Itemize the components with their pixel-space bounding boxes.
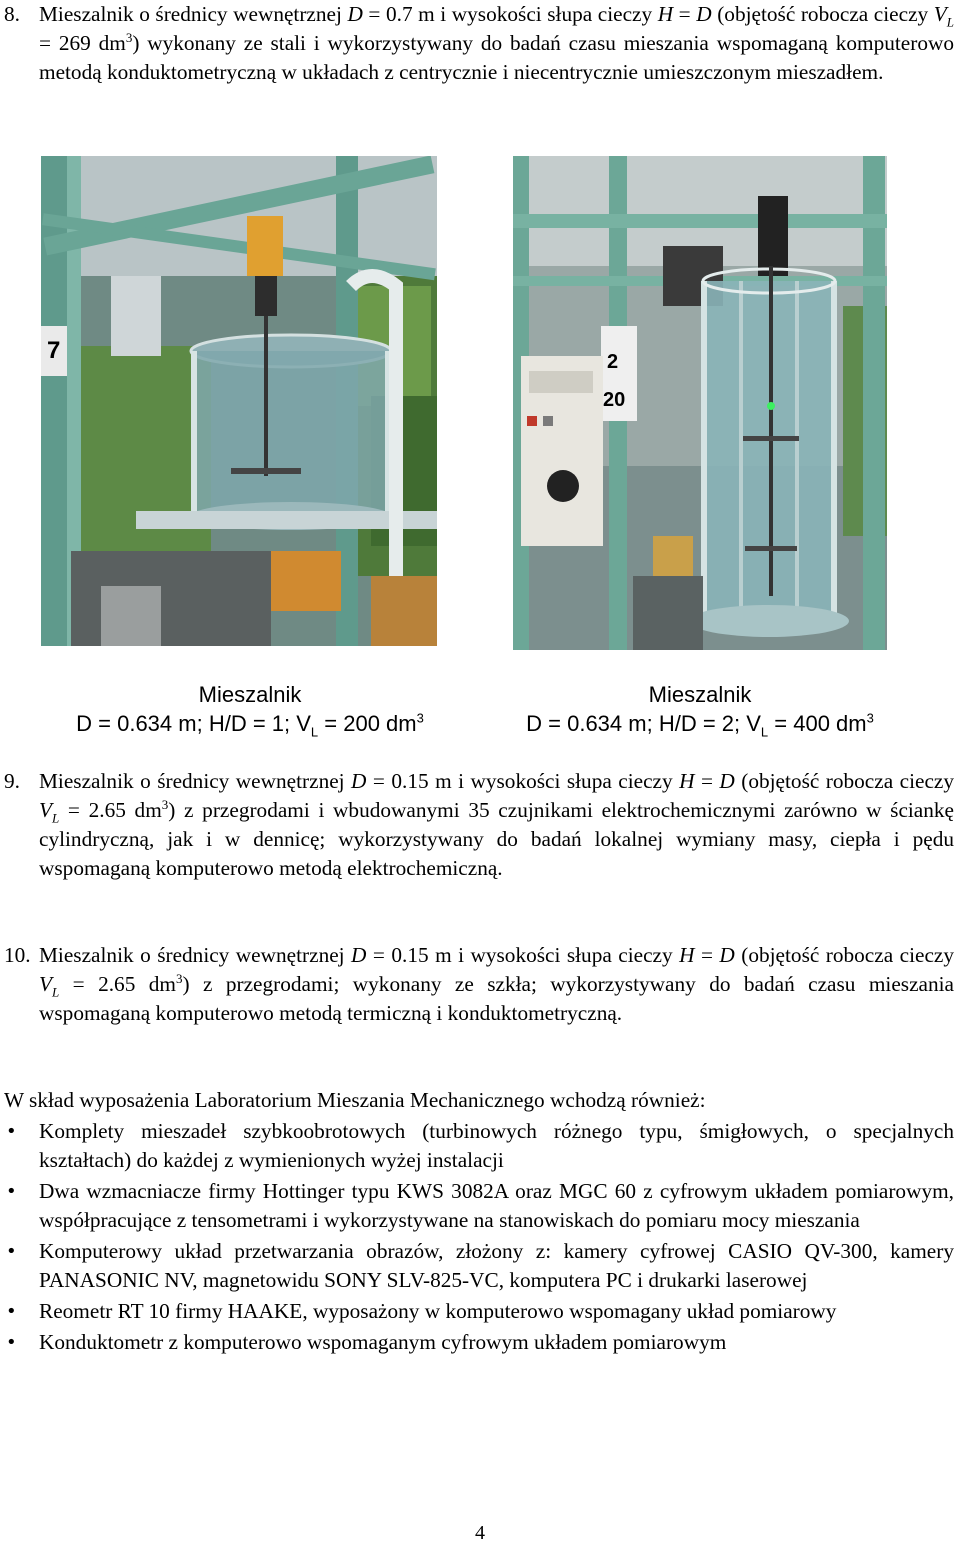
caption-left-title: Mieszalnik [198,682,302,707]
bullet-icon: • [6,1332,17,1353]
item-9 [4,767,954,883]
caption-left-spec: D = 0.634 m; H/D = 1; $V_L = 200$ $dm^3$ [76,710,424,740]
list-item: • Komplety mieszadeł szybkoobrotowych (turbinowych różnego typu, śmigłowych, o specjalnych kształtach) do każdej z wymienionych wyżej instalacji [6,1119,954,1172]
item-10-number: 10. [4,943,31,967]
equipment-list [4,1117,954,1359]
caption-right-spec: D = 0.634 m; H/D = 2; $V_L = 400$ $dm^3$ [526,710,874,740]
bullet-icon: • [6,1301,17,1322]
caption-right-title: Mieszalnik [648,682,752,707]
page-number: 4 [475,1522,485,1544]
caption-left [30,680,470,738]
caption-right [480,680,920,738]
item-8-text: Mieszalnik o średnicy wewnętrznej D = 0.7 m i wysokości słupa cieczy H = D (objętość robocza cieczy $V_L = 269$ $dm^3$) wykonany ze stali i wykorzystywany do badań czasu mieszania wspomaganą komputerowo metodą konduktometryczną w układach z centrycznie i niecentrycznie umieszczonym mieszadłem. [39,2,954,84]
sign-label-7: 7 [47,337,61,364]
item-8 [4,0,954,87]
list-item: • Reometr RT 10 firmy HAAKE, wyposażony w komputerowo wspomagany układ pomiarowy [4,1297,954,1326]
list-item: • Komputerowy układ przetwarzania obrazów, złożony z: kamery cyfrowej CASIO QV-300, kamery PANASONIC NV, magnetowidu SONY SLV-825-VC, komputera PC i drukarki laserowej [6,1239,954,1292]
item-9-text: Mieszalnik o średnicy wewnętrznej D = 0.15 m i wysokości słupa cieczy H = D (objętość robocza cieczy $V_L = 2.65$ $dm^3$) z przegrodami i wbudowanymi 35 czujnikami elektrochemicznymi zarówno w ściankę cylindryczną, jak i w dennicę; wykorzystywany do badań lokalnej wymiany masy, ciepła i pędu wspomaganą komputerowo metodą elektrochemiczną. [39,769,955,880]
mixer-photo-right [513,156,887,650]
equipment-intro: W skład wyposażenia Laboratorium Mieszania Mechanicznego wchodzą również: [4,1088,706,1112]
item-10 [4,941,954,1028]
item-8-number: 8. [4,2,20,26]
bullet-icon: • [6,1241,17,1262]
mixer-photo-left [41,156,437,646]
list-item: • Dwa wzmacniacze firmy Hottinger typu KWS 3082A oraz MGC 60 z cyfrowym układem pomiarowym, współpracujące z tensometrami i wykorzystywane na stanowiskach do pomiaru mocy mieszania [6,1179,954,1232]
bullet-icon: • [6,1181,17,1202]
bullet-icon: • [6,1121,17,1142]
sign-label-2: 2 [607,351,619,373]
item-9-number: 9. [4,769,20,793]
sign-label-20: 20 [603,389,626,411]
item-10-text: Mieszalnik o średnicy wewnętrznej D = 0.15 m i wysokości słupa cieczy H = D (objętość robocza cieczy $V_L = 2.65$ $dm^3$) z przegrodami; wykonany ze szkła; wykorzystywany do badań czasu mieszania wspomaganą komputerowo metodą termiczną i konduktometryczną. [39,943,954,1025]
list-item: • Konduktometr z komputerowo wspomaganym cyfrowym układem pomiarowym [4,1328,954,1357]
